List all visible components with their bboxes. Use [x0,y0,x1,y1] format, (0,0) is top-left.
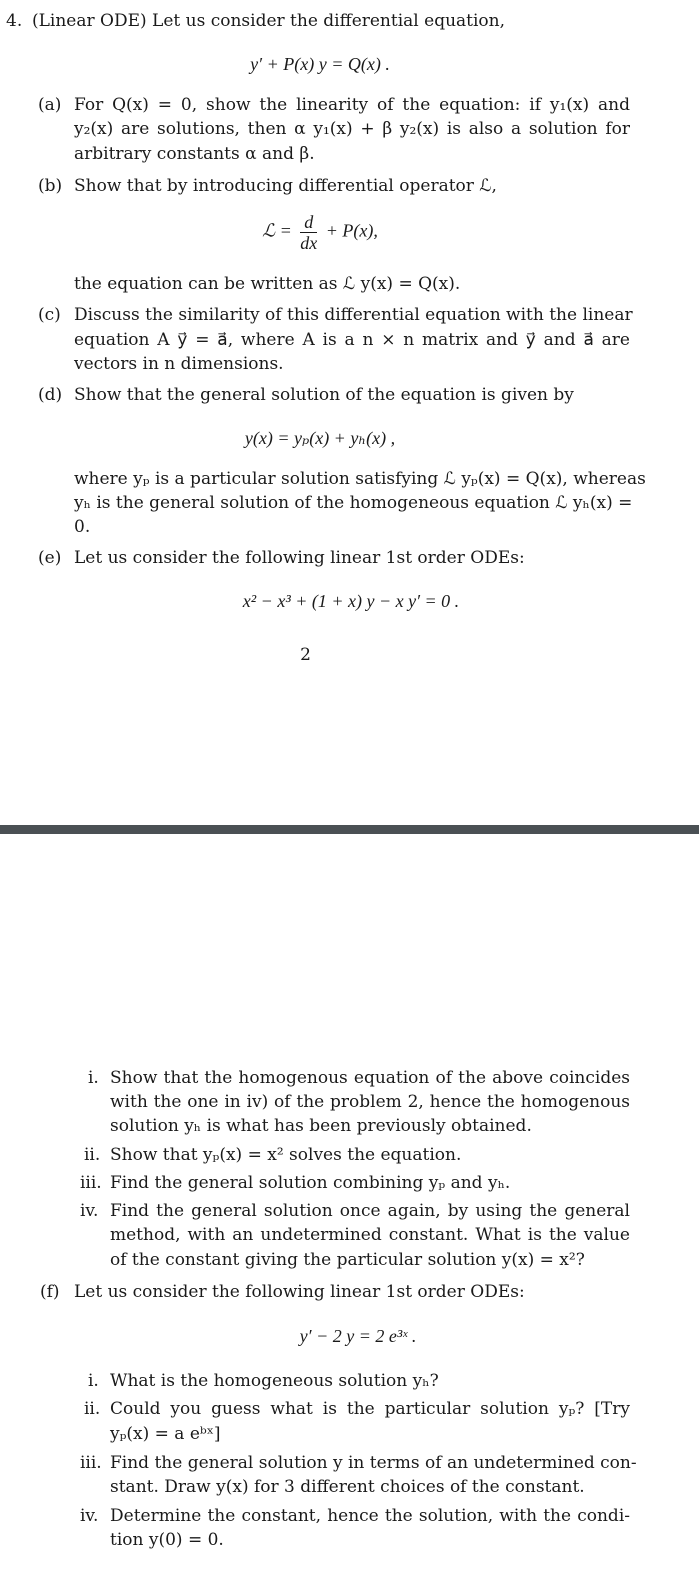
f-item-ii-line-1: Could you guess what is the particular solution yₚ? [Try [110,1399,630,1419]
general-solution-equation: y(x) = yₚ(x) + yₕ(x) , [244,428,396,448]
fraction-denominator: dx [300,233,318,253]
e-item-iv-label: iv. [80,1201,99,1221]
f-item-iii-line-2: stant. Draw y(x) for 3 different choices of the constant. [110,1477,585,1497]
part-c-line-3: vectors in n dimensions. [74,354,284,374]
part-f-label: (f) [40,1282,60,1302]
f-item-i-line-1: What is the homogeneous solution yₕ? [110,1371,439,1391]
main-equation: y′ + P(x) y = Q(x) . [250,54,390,74]
part-c-label: (c) [38,305,61,325]
fraction-numerator: d [300,212,317,233]
part-e-label: (e) [38,548,62,568]
part-d-line-2: yₕ is the general solution of the homogeneous equation ℒ yₕ(x) = [74,493,633,513]
e-item-i-line-1: Show that the homogenous equation of the above coincides [110,1068,630,1088]
part-c-line-1: Discuss the similarity of this differential equation with the linear [74,305,633,325]
e-item-ii-line-1: Show that yₚ(x) = x² solves the equation. [110,1145,462,1165]
f-item-iv-line-1: Determine the constant, hence the solution, with the condi- [110,1506,630,1526]
part-b-intro: Show that by introducing differential operator ℒ, [74,176,497,196]
part-a-line-3: arbitrary constants α and β. [74,144,315,164]
part-e-intro: Let us consider the following linear 1st order ODEs: [74,548,525,568]
operator-equation [0,212,640,253]
page-number: 2 [300,645,311,665]
part-e-equation: x² − x³ + (1 + x) y − x y′ = 0 . [242,591,460,611]
f-item-ii-label: ii. [84,1399,101,1419]
f-item-iv-label: iv. [80,1506,99,1526]
f-item-ii-line-2: yₚ(x) = a eᵇˣ] [110,1424,221,1444]
page-bottom [0,834,699,1570]
problem-number: 4. [6,11,23,31]
e-item-iv-line-3: of the constant giving the particular solution y(x) = x²? [110,1250,585,1270]
f-item-i-label: i. [88,1371,99,1391]
problem-heading: (Linear ODE) Let us consider the differential equation, [32,11,506,31]
part-d-line-3: 0. [74,517,91,537]
e-item-i-line-2: with the one in iv) of the problem 2, hence the homogenous [110,1092,630,1112]
operator-lhs: ℒ = [262,220,292,241]
f-item-iv-line-2: tion y(0) = 0. [110,1530,224,1550]
part-d-intro: Show that the general solution of the equation is given by [74,385,574,405]
part-f-equation: y′ − 2 y = 2 e³ˣ . [299,1326,417,1346]
part-c-line-2: equation A y⃗ = a⃗, where A is a n × n matrix and y⃗ and a⃗ are [74,330,630,350]
e-item-i-label: i. [88,1068,99,1088]
part-b-after: the equation can be written as ℒ y(x) = Q(x). [74,274,461,294]
e-item-iii-line-1: Find the general solution combining yₚ and yₕ. [110,1173,511,1193]
e-item-ii-label: ii. [84,1145,101,1165]
part-a-label: (a) [38,95,62,115]
part-a-line-2: y₂(x) are solutions, then α y₁(x) + β y₂(x) is also a solution for [74,119,630,139]
f-item-iii-label: iii. [80,1453,102,1473]
e-item-i-line-3: solution yₕ is what has been previously obtained. [110,1116,532,1136]
f-item-iii-line-1: Find the general solution y in terms of an undetermined con- [110,1453,637,1473]
part-a-line-1: For Q(x) = 0, show the linearity of the equation: if y₁(x) and [74,95,630,115]
part-b-label: (b) [38,176,63,196]
part-f-intro: Let us consider the following linear 1st order ODEs: [74,1282,525,1302]
page-divider [0,825,699,834]
e-item-iv-line-1: Find the general solution once again, by using the general [110,1201,630,1221]
e-item-iii-label: iii. [80,1173,102,1193]
operator-rhs: + P(x), [325,220,378,241]
part-d-line-1: where yₚ is a particular solution satisfying ℒ yₚ(x) = Q(x), whereas [74,469,646,489]
derivative-fraction [300,212,317,253]
part-d-label: (d) [38,385,63,405]
e-item-iv-line-2: method, with an undetermined constant. What is the value [110,1225,630,1245]
